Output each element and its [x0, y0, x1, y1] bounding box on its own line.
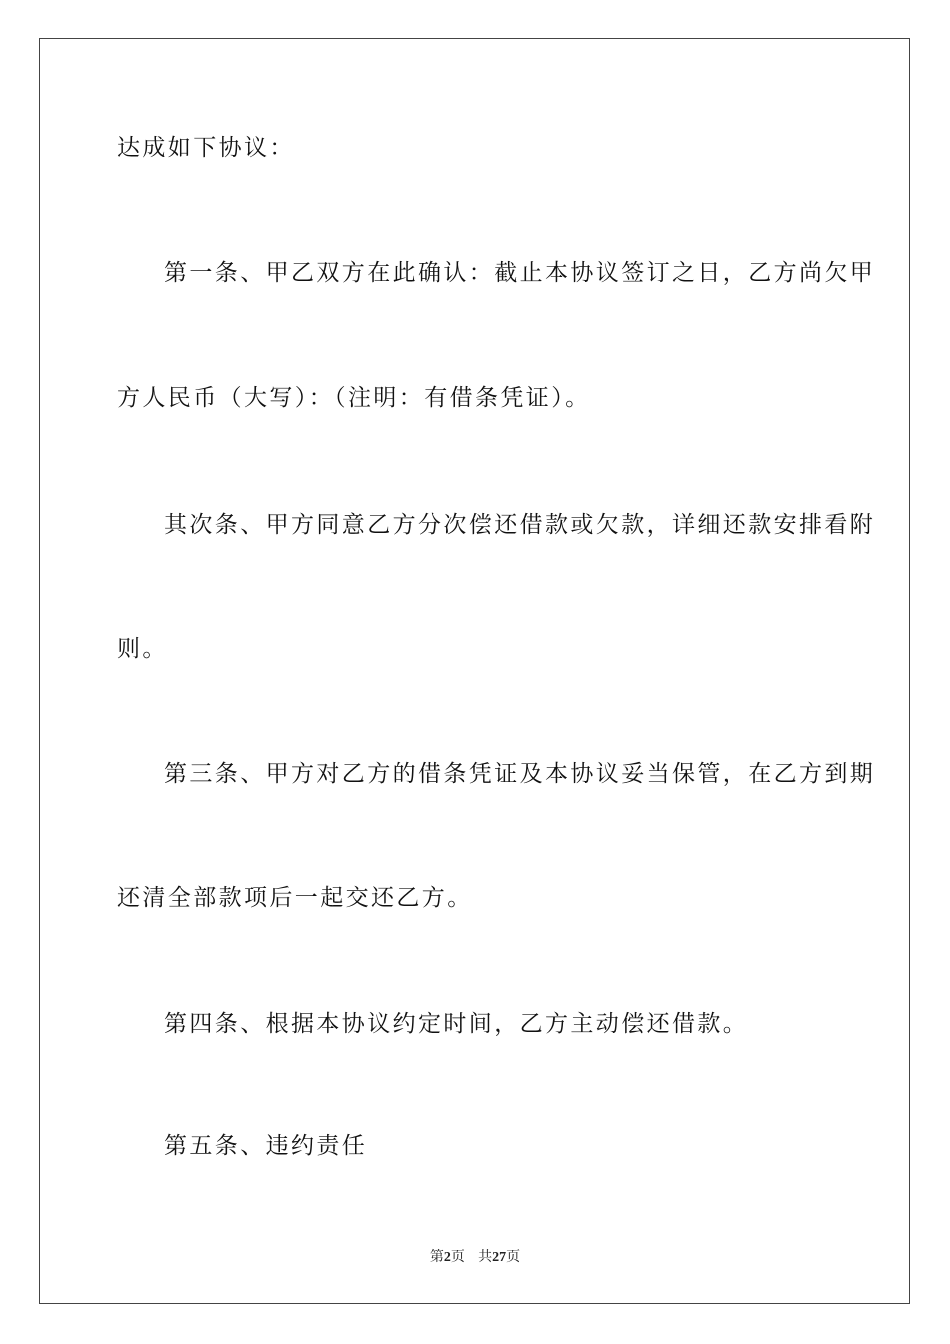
clause-3-line-2: 还清全部款项后一起交还乙方。 — [117, 885, 473, 911]
footer-total-prefix: 共 — [478, 1249, 493, 1265]
footer-current-page: 2 — [443, 1250, 451, 1265]
footer-page-prefix: 第 — [429, 1249, 444, 1265]
clause-2-line-1: 其次条、甲方同意乙方分次偿还借款或欠款，详细还款安排看附 — [164, 512, 876, 538]
clause-3-line-1: 第三条、甲方对乙方的借条凭证及本协议妥当保管，在乙方到期 — [164, 761, 876, 787]
page-footer — [0, 1248, 950, 1267]
clause-4-line-1: 第四条、根据本协议约定时间，乙方主动偿还借款。 — [164, 1011, 749, 1037]
clause-1-line-2: 方人民币（大写）：（注明：有借条凭证）。 — [117, 385, 591, 411]
footer-total-pages: 27 — [492, 1250, 507, 1265]
clause-1-line-1: 第一条、甲乙双方在此确认：截止本协议签订之日，乙方尚欠甲 — [164, 260, 876, 286]
clause-2-line-2: 则。 — [117, 636, 168, 662]
clause-5-heading: 第五条、违约责任 — [164, 1133, 368, 1159]
footer-page-suffix: 页 — [450, 1249, 465, 1265]
text-line: 达成如下协议： — [117, 135, 295, 161]
page-frame — [39, 38, 910, 1304]
footer-total-suffix: 页 — [506, 1249, 521, 1265]
